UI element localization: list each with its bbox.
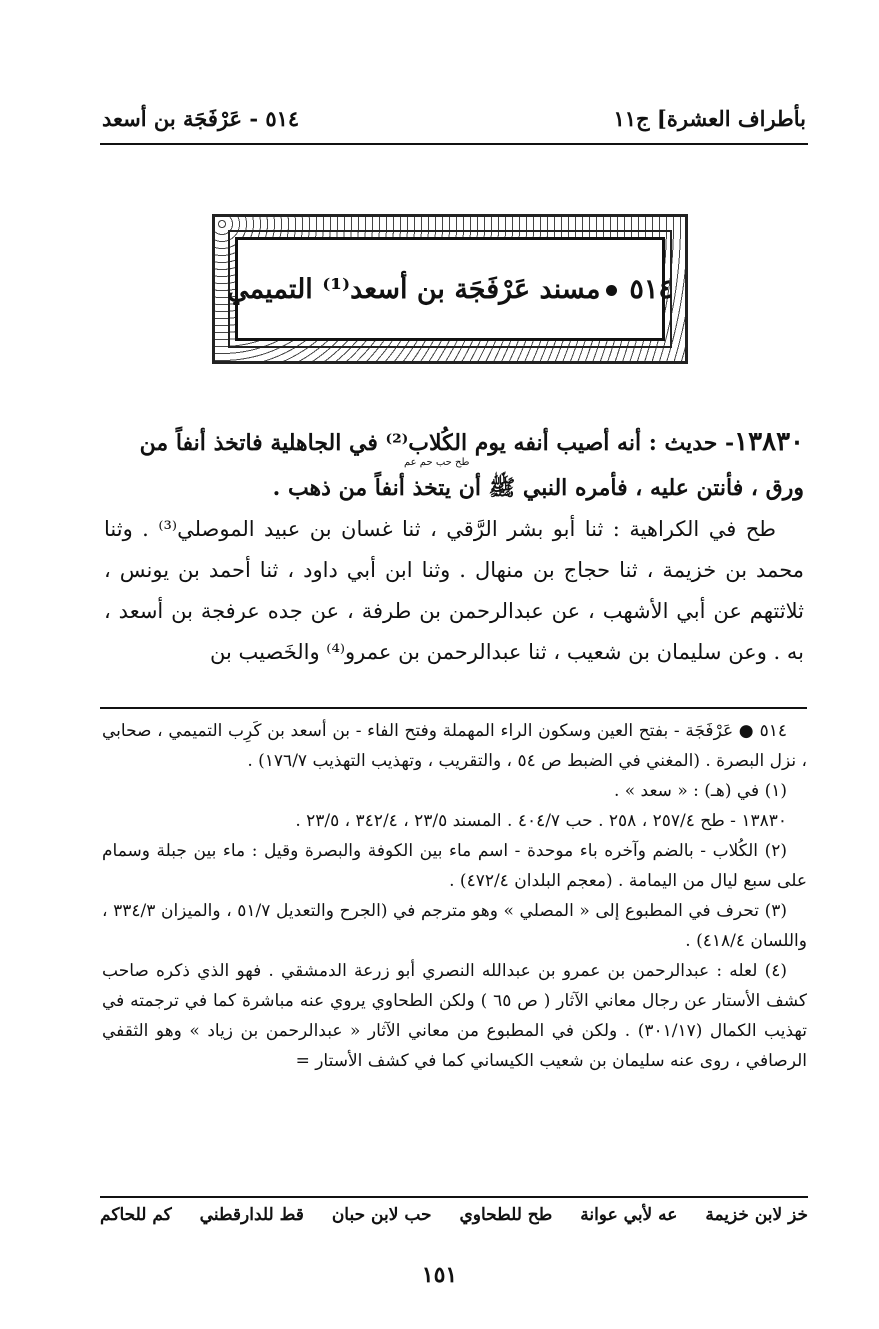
section-title-frame bbox=[212, 214, 688, 364]
section-title-box bbox=[227, 237, 673, 341]
header-right-text: بأطراف العشرة] ج١١ bbox=[613, 105, 806, 131]
page-number: ١٥١ bbox=[421, 1262, 458, 1288]
header-rule bbox=[100, 143, 808, 145]
footnote-1: (١) في (هـ) : « سعد » . bbox=[613, 781, 787, 801]
abbreviations-legend bbox=[100, 1200, 808, 1230]
footnotes bbox=[102, 716, 807, 1076]
abbreviation-item: حب لابن حبان bbox=[331, 1205, 432, 1225]
footnote-rule bbox=[100, 707, 807, 709]
running-header bbox=[102, 98, 806, 138]
isnad-paragraph: طح في الكراهية : ثنا أبو بشر الرَّقي ، ثنا غسان بن عبيد الموصلي⁽³⁾ . وثنا محمد بن خزيمة ، ثنا حجاج بن منهال . وثنا ابن أبي داود ، ثنا أحمد بن يونس ، ثلاثتهم عن أبي الأشهب ، عن عبدالرحمن بن طرفة ، عن جده عرفجة بن أسعد ، به . وعن سليمان بن شعيب ، ثنا عبدالرحمن بن عمرو⁽⁴⁾ والخَصيب بن bbox=[104, 517, 804, 664]
abbreviation-item: قط للدارقطني bbox=[199, 1205, 304, 1225]
abbreviation-item: عه لأبي عوانة bbox=[580, 1205, 678, 1225]
section-title bbox=[227, 274, 673, 305]
abbreviations-rule bbox=[100, 1196, 808, 1198]
footnote-4: (٤) لعله : عبدالرحمن بن عمرو بن عبدالله النصري أبو زرعة الدمشقي . فهو الذي ذكره صاحب كشف الأستار عن رجال معاني الآثار ( ص ٦٥ ) ولكن الطحاوي يروي عنه مباشرة كما في ترجمته في تهذيب الكمال (٣٠١/١٧) . ولكن في المطبوع من معاني الآثار « عبدالرحمن بن زياد » وهو الثقفي الرصافي ، روى عنه سليمان بن شعيب الكيساني كما في كشف الأستار = bbox=[102, 961, 807, 1071]
footnote-3: (٣) تحرف في المطبوع إلى « المصلي » وهو مترجم في (الجرح والتعديل ٥١/٧ ، والميزان ٣٣٤/٣ ، واللسان ٤١٨/٤) . bbox=[102, 901, 807, 951]
hadith-number: ١٣٨٣٠ bbox=[734, 427, 804, 457]
bullet-icon bbox=[606, 285, 617, 296]
footnote-514: ٥١٤ ● عَرْفَجَة - بفتح العين وسكون الراء المهملة وفتح الفاء - بن أسعد بن كَرِب التميمي ، صحابي ، نزل البصرة . (المغني في الضبط ص ٥٤ ، والتقريب ، وتهذيب التهذيب ١٧٦/٧) . bbox=[102, 721, 807, 771]
abbreviation-item: طح للطحاوي bbox=[459, 1205, 553, 1225]
hadith-text-1: - حديث : أنه أصيب أنفه يوم الكُلاب⁽²⁾ في الجاهلية فاتخذ أنفاً من bbox=[139, 430, 735, 456]
section-number: ٥١٤ bbox=[629, 273, 673, 305]
footnote-2: (٢) الكُلاب - بالضم وآخره باء موحدة - اسم ماء بين الكوفة والبصرة وقيل : ماء بين جبلة وسمام على سبع ليال من اليمامة . (معجم البلدان ٤٧٢/٤) . bbox=[102, 841, 807, 891]
section-title-text: مسند عَرْفَجَة بن أسعد⁽¹⁾ التميمي bbox=[227, 273, 601, 305]
main-text bbox=[104, 422, 804, 673]
hadith-line-2: ورق ، فأنتن عليه ، فأمره النبي ﷺ أن يتخذ أنفاً من ذهب . bbox=[272, 475, 804, 501]
header-left-text: ٥١٤ - عَرْفَجَة بن أسعد bbox=[102, 105, 300, 131]
abbreviation-item: كم للحاكم bbox=[100, 1205, 172, 1225]
abbreviation-item: خز لابن خزيمة bbox=[705, 1205, 808, 1225]
hadith-sigla: طح حب حم عم bbox=[404, 457, 470, 468]
footnote-13830: ١٣٨٣٠ - طح ٢٥٧/٤ ، ٢٥٨ . حب ٤٠٤/٧ . المسند ٢٣/٥ ، ٣٤٢/٤ ، ٢٣/٥ . bbox=[295, 811, 787, 831]
